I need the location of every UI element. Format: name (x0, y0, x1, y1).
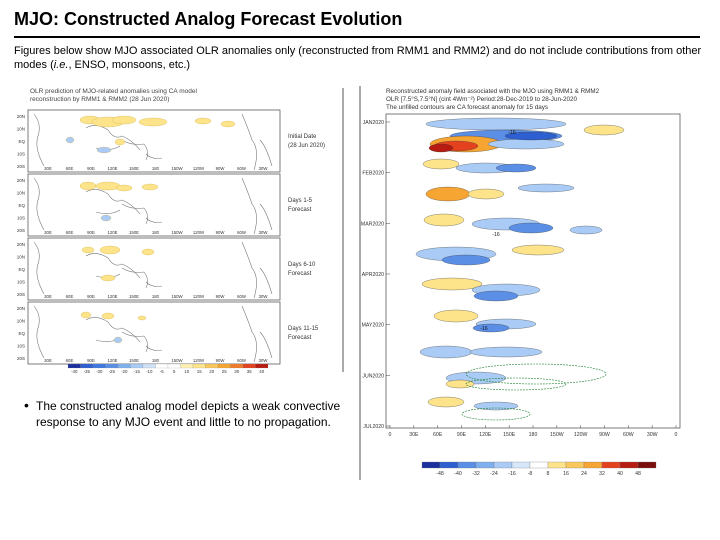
lon-tick-label: 150W (171, 358, 183, 363)
colorbar-swatch (118, 364, 131, 368)
subtitle-text-a: Figures below show MJO associated OLR anomalies only (reconstructed from RMM1 and RMM2) and do not include contributions from other modes ( (14, 45, 702, 71)
lat-tick-label: 10N (16, 190, 25, 196)
colorbar-tick-label: 48 (635, 471, 641, 477)
anomaly-band (496, 164, 536, 172)
colorbar-swatch (494, 462, 512, 468)
anomaly-patch (66, 137, 74, 143)
anomaly-band (424, 214, 464, 226)
x-tick-label: 150E (503, 432, 516, 438)
colorbar-swatch (638, 462, 656, 468)
lon-tick-label: 60W (237, 294, 246, 299)
anomaly-patch (81, 312, 91, 318)
panel-label-line1: Days 11-15 (288, 325, 319, 332)
anomaly-band (446, 380, 474, 388)
lat-tick-label: EQ (18, 267, 25, 272)
lon-tick-label: 120E (107, 166, 118, 171)
x-tick-label: 60W (622, 432, 634, 438)
colorbar-tick-label: -8 (527, 471, 533, 477)
anomaly-patch (80, 182, 96, 190)
map-panel-4 (17, 302, 319, 364)
lat-tick-label: 20N (16, 306, 25, 311)
map-frame (28, 302, 280, 364)
anomaly-patch (195, 118, 211, 124)
colorbar-swatch (68, 364, 81, 368)
anomaly-band (420, 346, 472, 358)
map-panel-1 (17, 110, 325, 172)
lon-tick-label: 180 (151, 230, 160, 235)
left-figure-title-line1: OLR prediction of MJO-related anomalies using CA model (30, 88, 197, 95)
panel-label-line2: Forecast (288, 270, 312, 277)
anomaly-band (426, 187, 470, 201)
lon-tick-label: 60W (237, 358, 246, 363)
map-frame (28, 174, 280, 236)
anomaly-patch (221, 121, 235, 127)
colorbar-swatch (256, 364, 269, 368)
lat-tick-label: 20S (16, 356, 25, 361)
panel-label-line1: Days 1-5 (288, 197, 313, 204)
anomaly-band (422, 278, 482, 290)
anomaly-band (473, 324, 509, 332)
colorbar-swatch (530, 462, 548, 468)
contour-label: -16 (480, 326, 488, 332)
lat-tick-label: 10N (16, 254, 25, 260)
x-tick-label: 0 (674, 432, 678, 438)
map-panel-2 (17, 174, 313, 236)
colorbar-tick-label: -30 (96, 369, 103, 374)
lat-tick-label: 20N (16, 178, 25, 183)
lon-tick-label: 90E (87, 166, 95, 171)
y-tick-label: JAN2020 (362, 120, 384, 126)
colorbar-tick-label: -20 (121, 369, 128, 374)
lat-tick-label: 20S (16, 228, 25, 233)
lon-tick-label: 30W (258, 166, 268, 171)
lon-tick-label: 60E (65, 166, 74, 171)
colorbar-tick-label: 30 (234, 369, 240, 374)
colorbar-tick-label: 5 (173, 369, 176, 374)
panel-label-line2: Forecast (288, 334, 312, 341)
lon-tick-label: 120E (107, 230, 118, 235)
panel-label-line2: Forecast (288, 206, 312, 213)
colorbar-swatch (143, 364, 156, 368)
y-tick-label: APR2020 (361, 272, 384, 278)
colorbar-tick-label: 24 (581, 471, 587, 477)
map-panel-3 (17, 238, 316, 300)
anomaly-patch (100, 246, 120, 254)
anomaly-band (429, 144, 453, 152)
anomaly-patch (101, 275, 115, 281)
colorbar-swatch (602, 462, 620, 468)
anomaly-band (509, 223, 553, 233)
slide-subtitle (14, 44, 704, 72)
lon-tick-label: 180 (151, 294, 160, 299)
anomaly-patch (115, 139, 125, 145)
lon-tick-label: 30E (44, 294, 52, 299)
colorbar-swatch (422, 462, 440, 468)
colorbar-swatch (440, 462, 458, 468)
y-tick-label: MAY2020 (361, 322, 384, 329)
colorbar-swatch (476, 462, 494, 468)
anomaly-band (518, 184, 574, 192)
anomaly-band (584, 125, 624, 135)
anomaly-band (468, 189, 504, 199)
lon-tick-label: 60W (237, 230, 246, 235)
colorbar-swatch (620, 462, 638, 468)
subtitle-text-ie: i.e. (53, 59, 69, 71)
anomaly-patch (114, 337, 122, 343)
lon-tick-label: 90W (215, 358, 225, 363)
bullet-text: The constructed analog model depicts a weak convective response to any MJO event and little to no propagation. (36, 399, 341, 429)
colorbar-swatch (181, 364, 194, 368)
lon-tick-label: 30E (44, 230, 52, 235)
colorbar-swatch (93, 364, 106, 368)
colorbar-swatch (81, 364, 94, 368)
right-figure-title-line2: OLR [7.5°S,7.5°N] (cint 4Wm⁻²) Period:28-Dec-2019 to 28-Jun-2020 (386, 96, 578, 103)
lon-tick-label: 150E (128, 358, 140, 363)
colorbar-tick-label: 40 (259, 369, 265, 374)
y-tick-label: FEB2020 (362, 170, 384, 177)
colorbar-tick-label: -40 (454, 471, 462, 477)
colorbar-tick-label: 32 (599, 471, 605, 477)
colorbar-swatch (193, 364, 206, 368)
anomaly-patch (142, 184, 158, 190)
colorbar-tick-label: -25 (108, 369, 115, 374)
subtitle-text-b: , ENSO, monsoons, etc.) (68, 59, 191, 71)
anomaly-band (470, 347, 542, 357)
lon-tick-label: 150W (171, 294, 183, 299)
anomaly-patch (138, 316, 146, 320)
lon-tick-label: 90E (87, 294, 95, 299)
lon-tick-label: 60E (65, 294, 74, 299)
lon-tick-label: 120E (107, 294, 118, 299)
colorbar-tick-label: -32 (472, 471, 480, 477)
colorbar-tick-label: -15 (133, 369, 140, 374)
colorbar-swatch (566, 462, 584, 468)
lon-tick-label: 150W (171, 230, 183, 235)
lon-tick-label: 90W (215, 230, 225, 235)
lon-tick-label: 90E (87, 230, 95, 235)
right-figure-title-line1: Reconstructed anomaly field associated with the MJO using RMM1 & RMM2 (386, 88, 600, 95)
lon-tick-label: 150E (128, 166, 140, 171)
colorbar-swatch (206, 364, 219, 368)
lat-tick-label: 10S (16, 343, 25, 349)
lon-tick-label: 90W (215, 166, 225, 171)
lon-tick-label: 30W (258, 230, 268, 235)
y-tick-label: MAR2020 (360, 221, 384, 228)
lon-tick-label: 180 (151, 166, 160, 171)
anomaly-patch (102, 313, 114, 319)
x-tick-label: 150W (550, 432, 564, 438)
colorbar-tick-label: -5 (159, 369, 164, 374)
colorbar-swatch (168, 364, 181, 368)
lat-tick-label: 10S (16, 151, 25, 157)
hovmoller-figure (356, 84, 686, 482)
lat-tick-label: 10N (16, 126, 25, 132)
colorbar-swatch (512, 462, 530, 468)
lat-tick-label: 10S (16, 279, 25, 285)
colorbar-tick-label: 35 (246, 369, 252, 374)
y-tick-label: JUN2020 (362, 373, 384, 380)
anomaly-patch (101, 215, 111, 221)
lon-tick-label: 30E (44, 166, 52, 171)
colorbar-swatch (156, 364, 169, 368)
colorbar-tick-label: -40 (71, 369, 78, 374)
anomaly-patch (97, 147, 111, 153)
lon-tick-label: 120W (192, 166, 205, 171)
lat-tick-label: 20S (16, 292, 25, 297)
map-frame (28, 238, 280, 300)
lon-tick-label: 90E (87, 358, 95, 363)
anomaly-band (474, 291, 518, 301)
bullet-dot-icon: • (24, 397, 29, 413)
lat-tick-label: 20N (16, 114, 25, 119)
colorbar-swatch (548, 462, 566, 468)
anomaly-patch (116, 185, 132, 191)
lon-tick-label: 60E (65, 358, 74, 363)
colorbar-swatch (231, 364, 244, 368)
x-tick-label: 0 (388, 432, 392, 438)
lon-tick-label: 30W (258, 294, 268, 299)
x-tick-label: 90E (456, 432, 467, 438)
lon-tick-label: 120E (107, 358, 118, 363)
contour-label: -16 (492, 232, 500, 238)
anomaly-band (442, 255, 490, 265)
lat-tick-label: EQ (18, 203, 25, 208)
x-tick-label: 30E (409, 432, 419, 438)
lon-tick-label: 60W (237, 166, 246, 171)
lon-tick-label: 120W (192, 230, 205, 235)
panel-label-line1: Initial Date (288, 133, 317, 140)
colorbar-tick-label: 10 (184, 369, 190, 374)
lat-tick-label: EQ (18, 139, 25, 144)
anomaly-band (426, 118, 566, 130)
contour-label: -16 (508, 130, 516, 136)
colorbar-tick-label: -48 (436, 471, 444, 477)
colorbar-tick-label: 15 (196, 369, 202, 374)
right-figure-title-line3: The unfilled contours are CA forecast anomaly for 15 days (386, 104, 549, 111)
y-tick-label: JUL2020 (363, 424, 384, 430)
anomaly-band (512, 245, 564, 255)
lon-tick-label: 120W (192, 358, 205, 363)
anomaly-band (423, 159, 459, 169)
x-tick-label: 180 (528, 432, 538, 438)
lon-tick-label: 150W (171, 166, 183, 171)
colorbar-tick-label: -24 (490, 471, 498, 477)
lat-tick-label: EQ (18, 331, 25, 336)
anomaly-patch (82, 247, 94, 253)
lon-tick-label: 30W (258, 358, 268, 363)
anomaly-band (434, 310, 478, 322)
lat-tick-label: 10N (16, 318, 25, 324)
anomaly-patch (142, 249, 154, 255)
colorbar-tick-label: 8 (546, 471, 550, 477)
lon-tick-label: 120W (192, 294, 205, 299)
lon-tick-label: 60E (65, 230, 74, 235)
lon-tick-label: 180 (151, 358, 160, 363)
x-tick-label: 30W (646, 432, 658, 438)
anomaly-band (570, 226, 602, 234)
hovmoller-plot (361, 114, 680, 438)
colorbar-swatch (458, 462, 476, 468)
colorbar-tick-label: -10 (146, 369, 153, 374)
colorbar-tick-label: 25 (221, 369, 227, 374)
slide-title: MJO: Constructed Analog Forecast Evolution (14, 9, 403, 29)
anomaly-band (428, 397, 464, 407)
x-tick-label: 60E (433, 432, 443, 438)
colorbar-tick-label: 20 (209, 369, 215, 374)
lon-tick-label: 90W (215, 294, 225, 299)
colorbar-swatch (218, 364, 231, 368)
colorbar-tick-label: 16 (563, 471, 569, 477)
panel-label-line2: (28 Jun 2020) (288, 142, 326, 149)
x-tick-label: 90W (599, 432, 610, 438)
colorbar-swatch (131, 364, 144, 368)
colorbar-tick-label: 40 (617, 471, 623, 477)
colorbar-tick-label: -16 (508, 471, 516, 477)
x-tick-label: 120W (573, 432, 588, 438)
lon-tick-label: 150E (128, 230, 140, 235)
lat-tick-label: 20S (16, 164, 25, 169)
anomaly-band (488, 139, 564, 149)
left-figure-title-line2: reconstruction by RMM1 & RMM2 (28 Jun 2020) (30, 96, 170, 103)
lat-tick-label: 10S (16, 215, 25, 221)
colorbar-swatch (106, 364, 119, 368)
title-underline (14, 36, 700, 38)
ca-forecast-maps-figure (8, 84, 352, 374)
panel-label-line1: Days 6-10 (288, 261, 316, 268)
x-tick-label: 120E (479, 432, 492, 438)
lon-tick-label: 150E (128, 294, 140, 299)
colorbar-swatch (584, 462, 602, 468)
anomaly-patch (139, 118, 167, 126)
colorbar-tick-label: -35 (83, 369, 90, 374)
lat-tick-label: 20N (16, 242, 25, 247)
lon-tick-label: 30E (44, 358, 52, 363)
anomaly-patch (112, 116, 136, 124)
colorbar-swatch (243, 364, 256, 368)
